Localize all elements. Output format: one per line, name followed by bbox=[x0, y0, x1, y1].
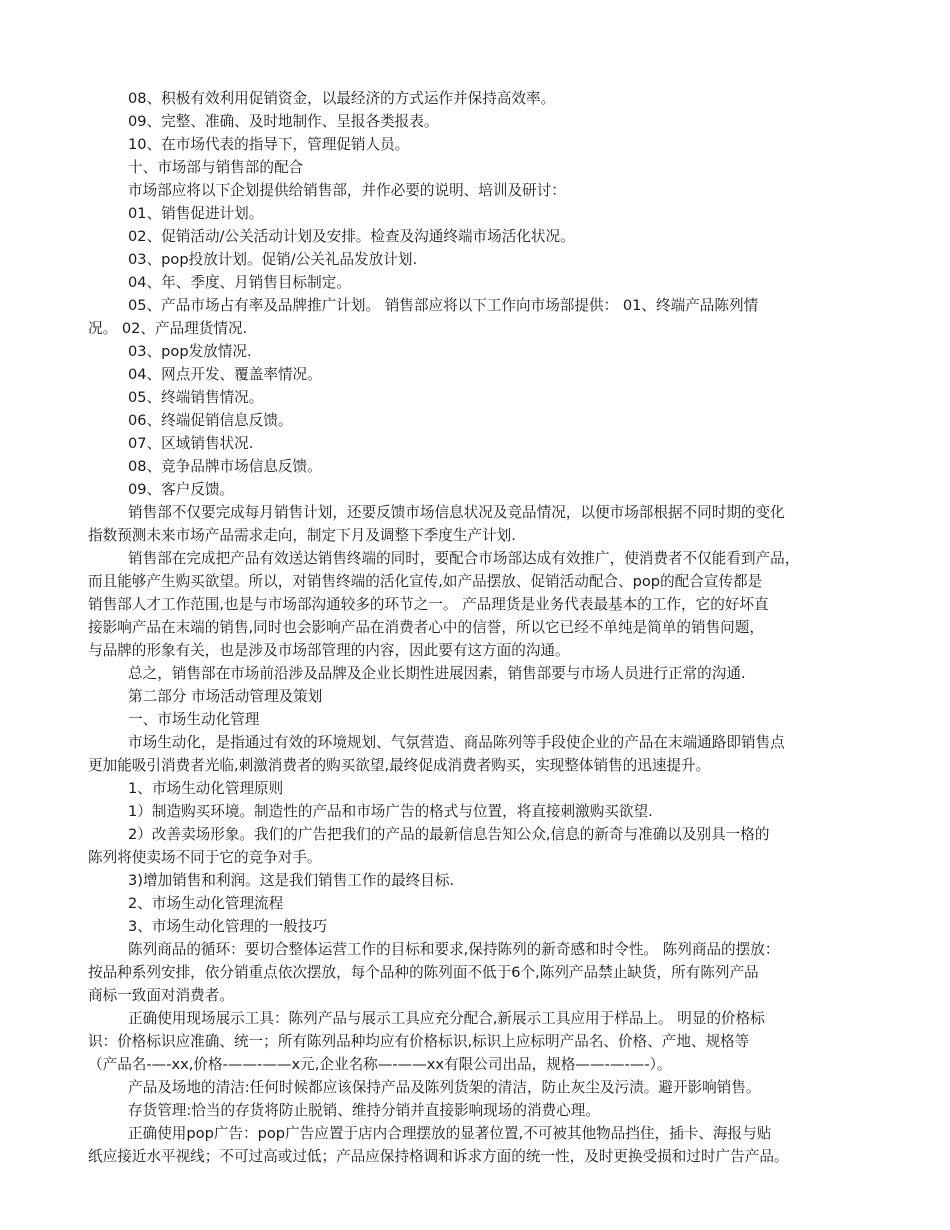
text-line: 销售部人才工作范围,也是与市场部沟通较多的环节之一。 产品理货是业务代表最基本的工作，它的好坏直 bbox=[88, 596, 769, 613]
text-line: 07、区域销售状况. bbox=[128, 435, 254, 452]
text-line: 纸应接近水平视线；不可过高或过低；产品应保持格调和诉求方面的统一性，及时更换受损和过时广告产品。 bbox=[88, 1148, 789, 1165]
text-line: 09、完整、准确、及时地制作、呈报各类报表。 bbox=[128, 113, 439, 130]
text-line: 市场生动化，是指通过有效的环境规划、气氛营造、商品陈列等手段使企业的产品在末端通路即销售点 bbox=[128, 734, 785, 751]
text-line: 08、积极有效利用促销资金，以最经济的方式运作并保持高效率。 bbox=[128, 90, 556, 107]
text-line: 04、网点开发、覆盖率情况。 bbox=[128, 366, 322, 383]
text-line: 商标一致面对消费者。 bbox=[88, 987, 234, 1004]
text-line: （产品名-—-xx,价格-——-——x元,企业名称—-——xx有限公司出品，规格——-—-—-）。 bbox=[88, 1056, 672, 1073]
text-line: 指数预测未来市场产品需求走向，制定下月及调整下季度生产计划. bbox=[88, 527, 516, 544]
text-line: 1）制造购买环境。制造性的产品和市场广告的格式与位置，将直接刺激购买欲望. bbox=[128, 803, 653, 820]
text-line: 销售部在完成把产品有效送达销售终端的同时，要配合市场部达成有效推广，使消费者不仅能看到产品， bbox=[128, 550, 800, 567]
text-line: 销售部不仅要完成每月销售计划，还要反馈市场信息状况及竞品情况，以便市场部根据不同时期的变化 bbox=[128, 504, 785, 521]
text-line: 3)增加销售和利润。这是我们销售工作的最终目标. bbox=[128, 872, 455, 889]
text-line: 2）改善卖场形象。我们的广告把我们的产品的最新信息告知公众,信息的新奇与准确以及别具一格的 bbox=[128, 826, 770, 843]
text-line: 2、市场生动化管理流程 bbox=[128, 895, 284, 912]
text-line: 1、市场生动化管理原则 bbox=[128, 780, 284, 797]
text-line: 03、pop发放情况. bbox=[128, 343, 252, 360]
text-line: 十、市场部与销售部的配合 bbox=[128, 159, 304, 176]
text-line: 04、年、季度、月销售目标制定。 bbox=[128, 274, 351, 291]
text-line: 3、市场生动化管理的一般技巧 bbox=[128, 918, 328, 935]
text-line: 市场部应将以下企划提供给销售部，并作必要的说明、培训及研讨： bbox=[128, 182, 566, 199]
text-line: 第二部分 市场活动管理及策划 bbox=[128, 688, 323, 705]
text-line: 03、pop投放计划。促销/公关礼品发放计划. bbox=[128, 251, 418, 268]
text-line: 与品牌的形象有关，也是涉及市场部管理的内容，因此要有这方面的沟通。 bbox=[88, 642, 570, 659]
text-line: 05、产品市场占有率及品牌推广计划。 销售部应将以下工作向市场部提供： 01、终端产品陈列情 bbox=[128, 297, 759, 314]
text-line: 接影响产品在末端的销售,同时也会影响产品在消费者心中的信誉，所以它已经不单纯是简单的销售问题， bbox=[88, 619, 764, 636]
text-line: 存货管理:恰当的存货将防止脱销、维持分销并直接影响现场的消费心理。 bbox=[128, 1102, 600, 1119]
text-line: 况。 02、产品理货情况. bbox=[88, 320, 248, 337]
text-line: 06、终端促销信息反馈。 bbox=[128, 412, 293, 429]
text-line: 陈列将使卖场不同于它的竞争对手。 bbox=[88, 849, 322, 866]
text-line: 一、市场生动化管理 bbox=[128, 711, 260, 728]
text-line: 02、促销活动/公关活动计划及安排。检查及沟通终端市场活化状况。 bbox=[128, 228, 575, 245]
text-line: 10、在市场代表的指导下，管理促销人员。 bbox=[128, 136, 410, 153]
text-line: 陈列商品的循环：要切合整体运营工作的目标和要求,保持陈列的新奇感和时令性。 陈列商品的摆放： bbox=[128, 941, 780, 958]
text-line: 01、销售促进计划。 bbox=[128, 205, 264, 222]
text-line: 按品种系列安排，依分销重点依次摆放，每个品种的陈列面不低于6个,陈列产品禁止缺货，所有陈列产品 bbox=[88, 964, 759, 981]
text-line: 而且能够产生购买欲望。所以，对销售终端的活化宣传,如产品摆放、促销活动配合、pop的配合宣传都是 bbox=[88, 573, 763, 590]
text-line: 产品及场地的清洁:任何时候都应该保持产品及陈列货架的清洁，防止灰尘及污渍。避开影响销售。 bbox=[128, 1079, 761, 1096]
text-line: 08、竞争品牌市场信息反馈。 bbox=[128, 458, 322, 475]
text-line: 正确使用现场展示工具：陈列产品与展示工具应充分配合,新展示工具应用于样品上。 明显的价格标 bbox=[128, 1010, 765, 1027]
text-line: 更加能吸引消费者光临,刺激消费者的购买欲望,最终促成消费者购买，实现整体销售的迅速提升。 bbox=[88, 757, 711, 774]
text-line: 总之，销售部在市场前沿涉及品牌及企业长期性进展因素，销售部要与市场人员进行正常的沟通. bbox=[128, 665, 746, 682]
text-line: 05、终端销售情况。 bbox=[128, 389, 264, 406]
text-line: 09、客户反馈。 bbox=[128, 481, 235, 498]
text-line: 识：价格标识应准确、统一；所有陈列品种均应有价格标识,标识上应标明产品名、价格、产地、规格等 bbox=[88, 1033, 750, 1050]
text-line: 正确使用pop广告：pop广告应置于店内合理摆放的显著位置,不可被其他物品挡住，插卡、海报与贴 bbox=[128, 1125, 772, 1142]
